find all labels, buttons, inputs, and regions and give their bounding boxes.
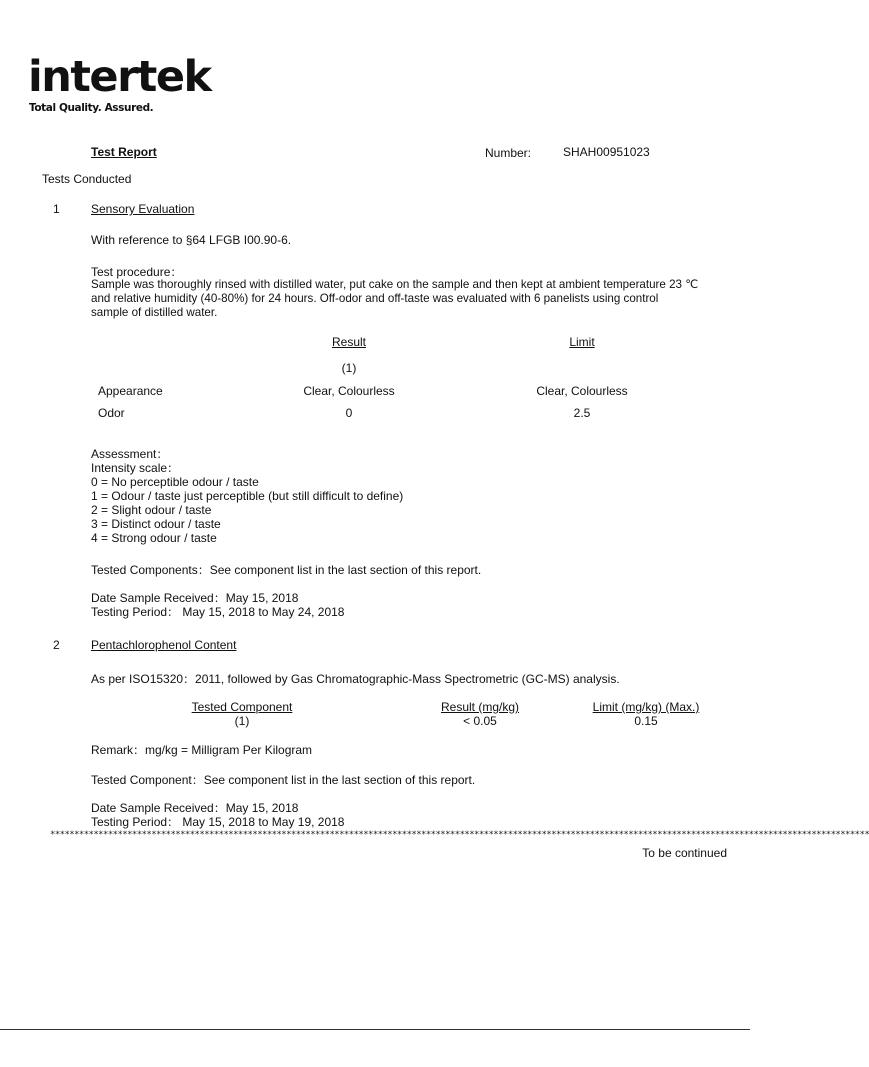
section2-remark: Remark：mg/kg = Milligram Per Kilogram bbox=[91, 743, 313, 757]
section1-reference: With reference to §64 LFGB I00.90-6. bbox=[91, 233, 292, 247]
to-be-continued: To be continued bbox=[642, 846, 727, 860]
intensity-label: Intensity scale： bbox=[91, 461, 180, 475]
section2-method: As per ISO15320：2011, followed by Gas Chromatographic-Mass Spectrometric (GC-MS) analysis. bbox=[91, 672, 620, 686]
section1-title: Sensory Evaluation bbox=[91, 202, 195, 216]
scale-item: 2 = Slight odour / taste bbox=[91, 503, 212, 517]
result-subheader: (1) bbox=[341, 361, 357, 375]
assessment-block bbox=[91, 447, 403, 545]
result-mgkg-column-header: Result (mg/kg) bbox=[440, 700, 520, 714]
intertek-logo bbox=[28, 52, 211, 114]
tests-conducted-heading: Tests Conducted bbox=[42, 172, 132, 186]
section2-dates bbox=[91, 801, 344, 829]
limit-mgkg-column-header: Limit (mg/kg) (Max.) bbox=[592, 700, 700, 714]
result-value: < 0.05 bbox=[463, 714, 497, 728]
report-number-value: SHAH00951023 bbox=[563, 145, 650, 159]
result-column-header: Result bbox=[331, 335, 366, 349]
table-row-limit: 2.5 bbox=[573, 406, 591, 420]
date-sample-received: Date Sample Received：May 15, 2018 bbox=[91, 591, 299, 605]
date-sample-received: Date Sample Received：May 15, 2018 bbox=[91, 801, 299, 815]
procedure-line: Sample was thoroughly rinsed with distilled water, put cake on the sample and then kept at ambient temperature 23 ℃ bbox=[91, 278, 699, 291]
scale-item: 1 = Odour / taste just perceptible (but still difficult to define) bbox=[91, 489, 404, 503]
procedure-label: Test procedure： bbox=[91, 265, 183, 279]
testing-period: Testing Period： May 15, 2018 to May 19, 2018 bbox=[91, 815, 345, 829]
section2-title: Pentachlorophenol Content bbox=[91, 638, 237, 652]
limit-column-header: Limit bbox=[569, 335, 595, 349]
procedure-line: and relative humidity (40-80%) for 24 hours. Off-odor and off-taste was evaluated with 6 panelists using control bbox=[91, 292, 659, 305]
logo-tagline: Total Quality. Assured. bbox=[29, 102, 154, 114]
testing-period: Testing Period： May 15, 2018 to May 24, 2018 bbox=[91, 605, 345, 619]
table-row-label: Odor bbox=[98, 406, 125, 420]
procedure-line: sample of distilled water. bbox=[91, 306, 218, 319]
scale-item: 4 = Strong odour / taste bbox=[91, 531, 217, 545]
table-row-label: Appearance bbox=[98, 384, 163, 398]
section1-dates bbox=[91, 591, 344, 619]
section2-number: 2 bbox=[53, 638, 60, 652]
report-number-label: Number: bbox=[485, 146, 532, 160]
asterisk-separator: ************************************************************************************************************************************************************************** bbox=[50, 830, 869, 840]
procedure-text bbox=[91, 278, 698, 320]
scale-item: 0 = No perceptible odour / taste bbox=[91, 475, 259, 489]
scale-item: 3 = Distinct odour / taste bbox=[91, 517, 221, 531]
section2-tested-component: Tested Component：See component list in the last section of this report. bbox=[91, 773, 476, 787]
logo-brand: intertek bbox=[28, 52, 211, 102]
component-column-header: Tested Component bbox=[191, 700, 293, 714]
section1-number: 1 bbox=[53, 202, 60, 216]
assessment-label: Assessment： bbox=[91, 447, 169, 461]
table-row-result: 0 bbox=[345, 406, 353, 420]
limit-value: 0.15 bbox=[634, 714, 658, 728]
page-bottom-rule bbox=[0, 1029, 750, 1030]
section1-tested-components: Tested Components：See component list in the last section of this report. bbox=[91, 563, 482, 577]
table-row-limit: Clear, Colourless bbox=[536, 384, 628, 398]
report-title: Test Report bbox=[91, 145, 157, 159]
component-value: (1) bbox=[234, 714, 250, 728]
table-row-result: Clear, Colourless bbox=[303, 384, 395, 398]
